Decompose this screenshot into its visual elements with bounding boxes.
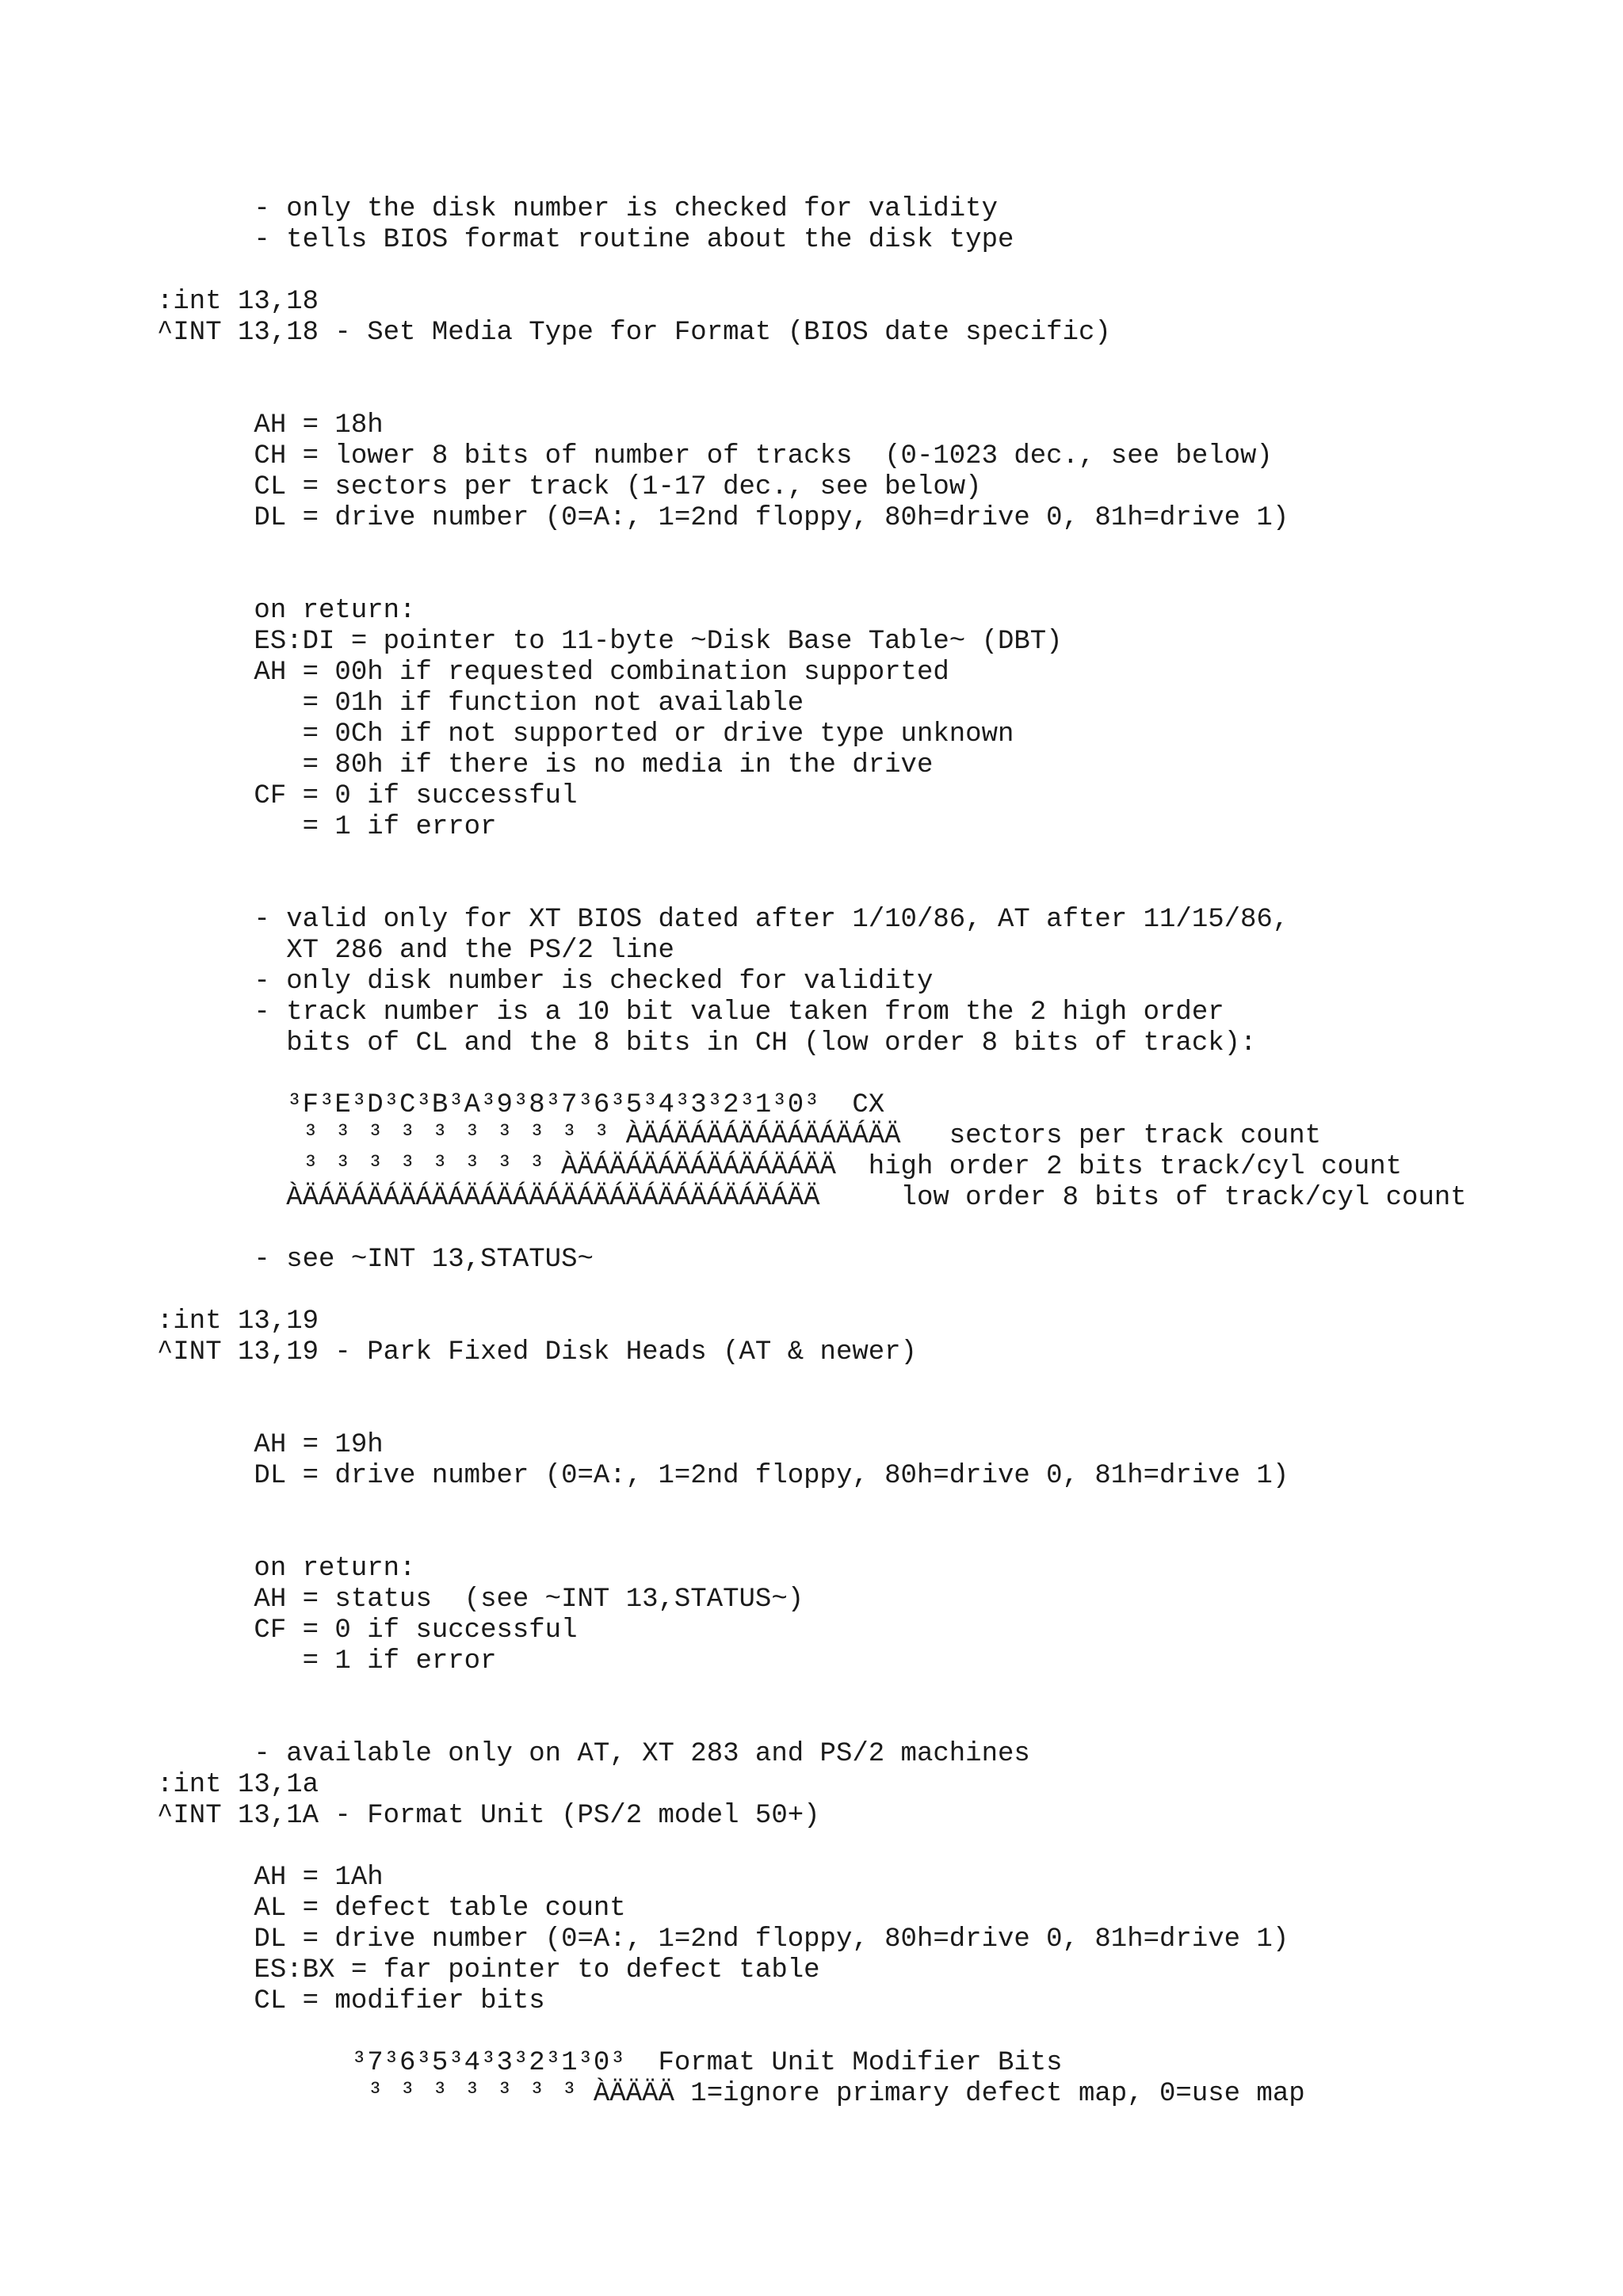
text-line: DL = drive number (0=A:, 1=2nd floppy, 80h=drive 0, 81h=drive 1): [157, 1924, 1289, 1955]
text-line: AH = 1Ah: [157, 1863, 384, 1893]
bit-diagram-line: ÀÄÁÄÁÄÁÄÁÄÁÄÁÄÁÄÁÄÁÄÁÄÁÄÁÄÁÄÁÄÁÄÄ low order 8 bits of track/cyl count: [157, 1183, 1467, 1213]
text-line: ES:BX = far pointer to defect table: [157, 1955, 820, 1985]
bit-diagram-line: ³7³6³5³4³3³2³1³0³ Format Unit Modifier Bits: [157, 2048, 1063, 2078]
bit-diagram-line: ³ ³ ³ ³ ³ ³ ³ ³ ³ ³ ÀÄÁÄÁÄÁÄÁÄÁÄÁÄÁÄÄ sectors per track count: [157, 1121, 1322, 1151]
text-line: CH = lower 8 bits of number of tracks (0-1023 dec., see below): [157, 441, 1273, 471]
text-line: AH = 18h: [157, 410, 384, 441]
text-line: AH = status (see ~INT 13,STATUS~): [157, 1585, 804, 1615]
text-line: - tells BIOS format routine about the disk type: [157, 225, 1014, 255]
text-line: - see ~INT 13,STATUS~: [157, 1245, 594, 1275]
text-line: - only the disk number is checked for validity: [157, 194, 998, 224]
text-line: XT 286 and the PS/2 line: [157, 936, 674, 966]
text-line: - available only on AT, XT 283 and PS/2 machines: [157, 1739, 1030, 1769]
text-line: = 80h if there is no media in the drive: [157, 750, 934, 780]
bit-diagram-line: ³F³E³D³C³B³A³9³8³7³6³5³4³3³2³1³0³ CX: [157, 1090, 885, 1120]
text-line: ES:DI = pointer to 11-byte ~Disk Base Table~ (DBT): [157, 627, 1063, 657]
section-tag: :int 13,19: [157, 1306, 319, 1337]
text-line: AH = 19h: [157, 1430, 384, 1460]
section-title: ^INT 13,19 - Park Fixed Disk Heads (AT & newer): [157, 1337, 917, 1367]
text-line: CL = sectors per track (1-17 dec., see below): [157, 472, 982, 502]
text-line: CL = modifier bits: [157, 1986, 545, 2016]
text-line: CF = 0 if successful: [157, 1615, 578, 1646]
text-line: - valid only for XT BIOS dated after 1/10/86, AT after 11/15/86,: [157, 905, 1289, 935]
text-line: bits of CL and the 8 bits in CH (low order 8 bits of track):: [157, 1028, 1257, 1058]
section-tag: :int 13,18: [157, 287, 319, 317]
section-title: ^INT 13,1A - Format Unit (PS/2 model 50+): [157, 1801, 820, 1831]
text-line: = 01h if function not available: [157, 688, 804, 719]
bit-diagram-line: ³ ³ ³ ³ ³ ³ ³ ³ ÀÄÁÄÁÄÁÄÁÄÁÄÁÄÁÄÄ high order 2 bits track/cyl count: [157, 1152, 1403, 1182]
text-line: = 0Ch if not supported or drive type unknown: [157, 719, 1014, 749]
text-line: on return:: [157, 596, 416, 626]
text-line: CF = 0 if successful: [157, 781, 578, 811]
text-line: = 1 if error: [157, 1646, 497, 1676]
text-line: - only disk number is checked for validity: [157, 967, 934, 997]
section-tag: :int 13,1a: [157, 1770, 319, 1800]
text-line: on return:: [157, 1554, 416, 1584]
text-line: DL = drive number (0=A:, 1=2nd floppy, 80h=drive 0, 81h=drive 1): [157, 503, 1289, 533]
text-line: AL = defect table count: [157, 1894, 626, 1924]
text-line: AH = 00h if requested combination supported: [157, 658, 949, 688]
text-line: DL = drive number (0=A:, 1=2nd floppy, 80h=drive 0, 81h=drive 1): [157, 1461, 1289, 1491]
section-title: ^INT 13,18 - Set Media Type for Format (BIOS date specific): [157, 318, 1111, 348]
text-line: = 1 if error: [157, 812, 497, 842]
bit-diagram-line: ³ ³ ³ ³ ³ ³ ³ ÀÄÄÄÄ 1=ignore primary defect map, 0=use map: [157, 2079, 1305, 2109]
text-line: - track number is a 10 bit value taken from the 2 high order: [157, 997, 1224, 1028]
